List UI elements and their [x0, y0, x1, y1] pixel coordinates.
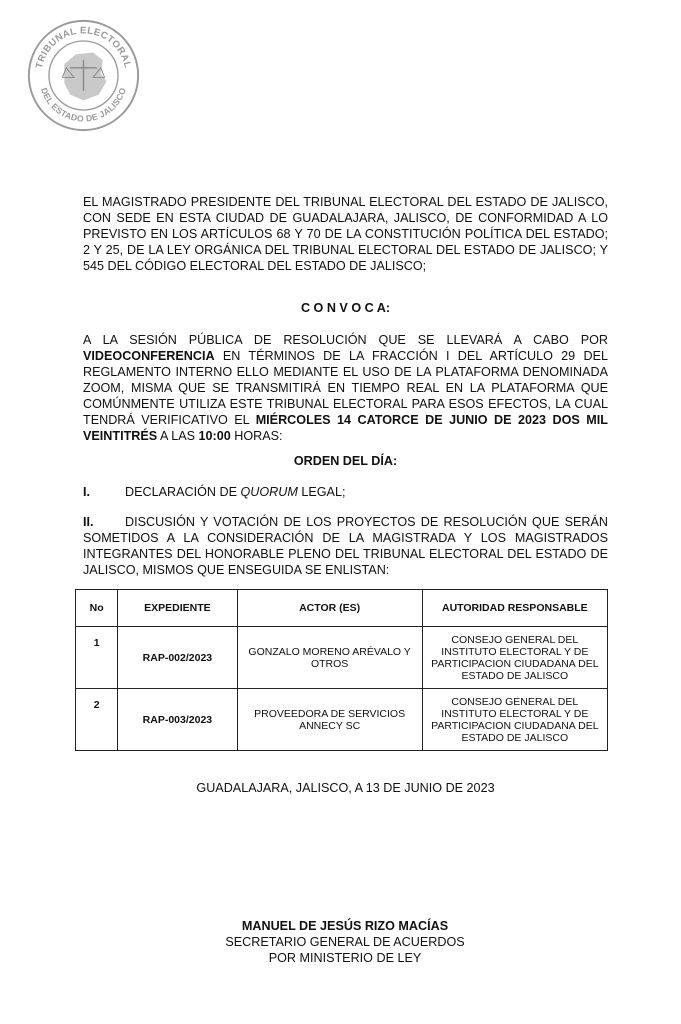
convoca-text-3: A LAS	[157, 429, 199, 443]
signature-block	[190, 918, 500, 966]
row-1-no: 1	[76, 627, 118, 689]
convoca-bold-time: 10:00	[198, 429, 231, 443]
resolutions-table	[75, 589, 608, 751]
agenda-item-2	[83, 514, 608, 578]
agenda-item-2-number: II.	[83, 515, 94, 529]
convoca-bold-videoconferencia: VIDEOCONFERENCIA	[83, 349, 215, 363]
row-2-no: 2	[76, 689, 118, 751]
convoca-text-4: HORAS:	[230, 429, 283, 443]
table-row	[76, 627, 608, 689]
tribunal-seal-logo	[26, 18, 141, 133]
signer-name: MANUEL DE JESÚS RIZO MACÍAS	[241, 919, 449, 933]
agenda-item-1-text-b: LEGAL;	[297, 485, 346, 499]
agenda-item-2-text: DISCUSIÓN Y VOTACIÓN DE LOS PROYECTOS DE RESOLUCIÓN QUE SERÁN SOMETIDOS A LA CONSIDERACIÓN DE LA MAGISTRADA Y LOS MAGISTRADOS INTEGRANTES DEL HONORABLE PLENO DEL TRIBUNAL ELECTORAL DEL ESTADO DE JALISCO, MISMOS QUE ENSEGUIDA SE ENLISTAN:	[83, 515, 608, 577]
row-2-autoridad: CONSEJO GENERAL DEL INSTITUTO ELECTORAL Y DE PARTICIPACION CIUDADANA DEL ESTADO DE JALISCO	[422, 689, 607, 751]
seal-bottom-text: DEL ESTADO DE JALISCO	[38, 86, 129, 124]
row-2-expediente: RAP-003/2023	[118, 689, 237, 751]
place-date: GUADALAJARA, JALISCO, A 13 DE JUNIO DE 2023	[196, 781, 495, 795]
signer-title-1: SECRETARIO GENERAL DE ACUERDOS	[225, 935, 465, 949]
intro-paragraph: EL MAGISTRADO PRESIDENTE DEL TRIBUNAL ELECTORAL DEL ESTADO DE JALISCO, CON SEDE EN ESTA CIUDAD DE GUADALAJARA, JALISCO, DE CONFORMIDAD A LO PREVISTO EN LOS ARTÍCULOS 68 Y 70 DE LA CONSTITUCIÓN POLÍTICA DEL ESTADO; 2 Y 25, DE LA LEY ORGÁNICA DEL TRIBUNAL ELECTORAL DEL ESTADO DE JALISCO; Y 545 DEL CÓDIGO ELECTORAL DEL ESTADO DE JALISCO;	[83, 195, 608, 273]
seal-top-text: TRIBUNAL ELECTORAL	[33, 25, 134, 70]
row-2-actor: PROVEEDORA DE SERVICIOS ANNECY SC	[237, 689, 422, 751]
convoca-text-2: EN TÉRMINOS DE LA FRACCIÓN I DEL ARTÍCULO 29 DEL REGLAMENTO INTERNO ELLO MEDIANTE EL USO DE LA PLATAFORMA DENOMINADA ZOOM, MISMA QUE SE TRANSMITIRÁ EN TIEMPO REAL EN LA PLATAFORMA QUE COMÚNMENTE UTILIZA ESTE TRIBUNAL ELECTORAL PARA ESOS EFECTOS, LA CUAL TENDRÁ VERIFICATIVO EL	[83, 349, 608, 427]
convoca-bold-date: MIÉRCOLES 14 CATORCE DE JUNIO DE 2023 DOS MIL VEINTITRÉS	[83, 413, 608, 443]
header-actor: ACTOR (ES)	[237, 590, 422, 627]
header-expediente: EXPEDIENTE	[118, 590, 237, 627]
convoca-text-1: A LA SESIÓN PÚBLICA DE RESOLUCIÓN QUE SE LLEVARÁ A CABO POR	[83, 333, 608, 347]
row-1-expediente: RAP-002/2023	[118, 627, 237, 689]
header-autoridad: AUTORIDAD RESPONSABLE	[422, 590, 607, 627]
signer-title-2: POR MINISTERIO DE LEY	[268, 951, 422, 965]
orden-heading: ORDEN DEL DÍA:	[293, 454, 398, 468]
header-no: No	[76, 590, 118, 627]
agenda-item-1-number: I.	[83, 485, 90, 499]
agenda-item-1	[83, 484, 608, 500]
agenda-item-1-text-a: DECLARACIÓN DE	[125, 485, 241, 499]
table-header-row	[76, 590, 608, 627]
table-row	[76, 689, 608, 751]
row-1-actor: GONZALO MORENO ARÉVALO Y OTROS	[237, 627, 422, 689]
agenda-item-1-italic: QUORUM	[240, 485, 298, 499]
row-1-autoridad: CONSEJO GENERAL DEL INSTITUTO ELECTORAL Y DE PARTICIPACION CIUDADANA DEL ESTADO DE JALISCO	[422, 627, 607, 689]
convoca-heading: C O N V O C A:	[300, 301, 391, 315]
convoca-paragraph	[83, 332, 608, 444]
